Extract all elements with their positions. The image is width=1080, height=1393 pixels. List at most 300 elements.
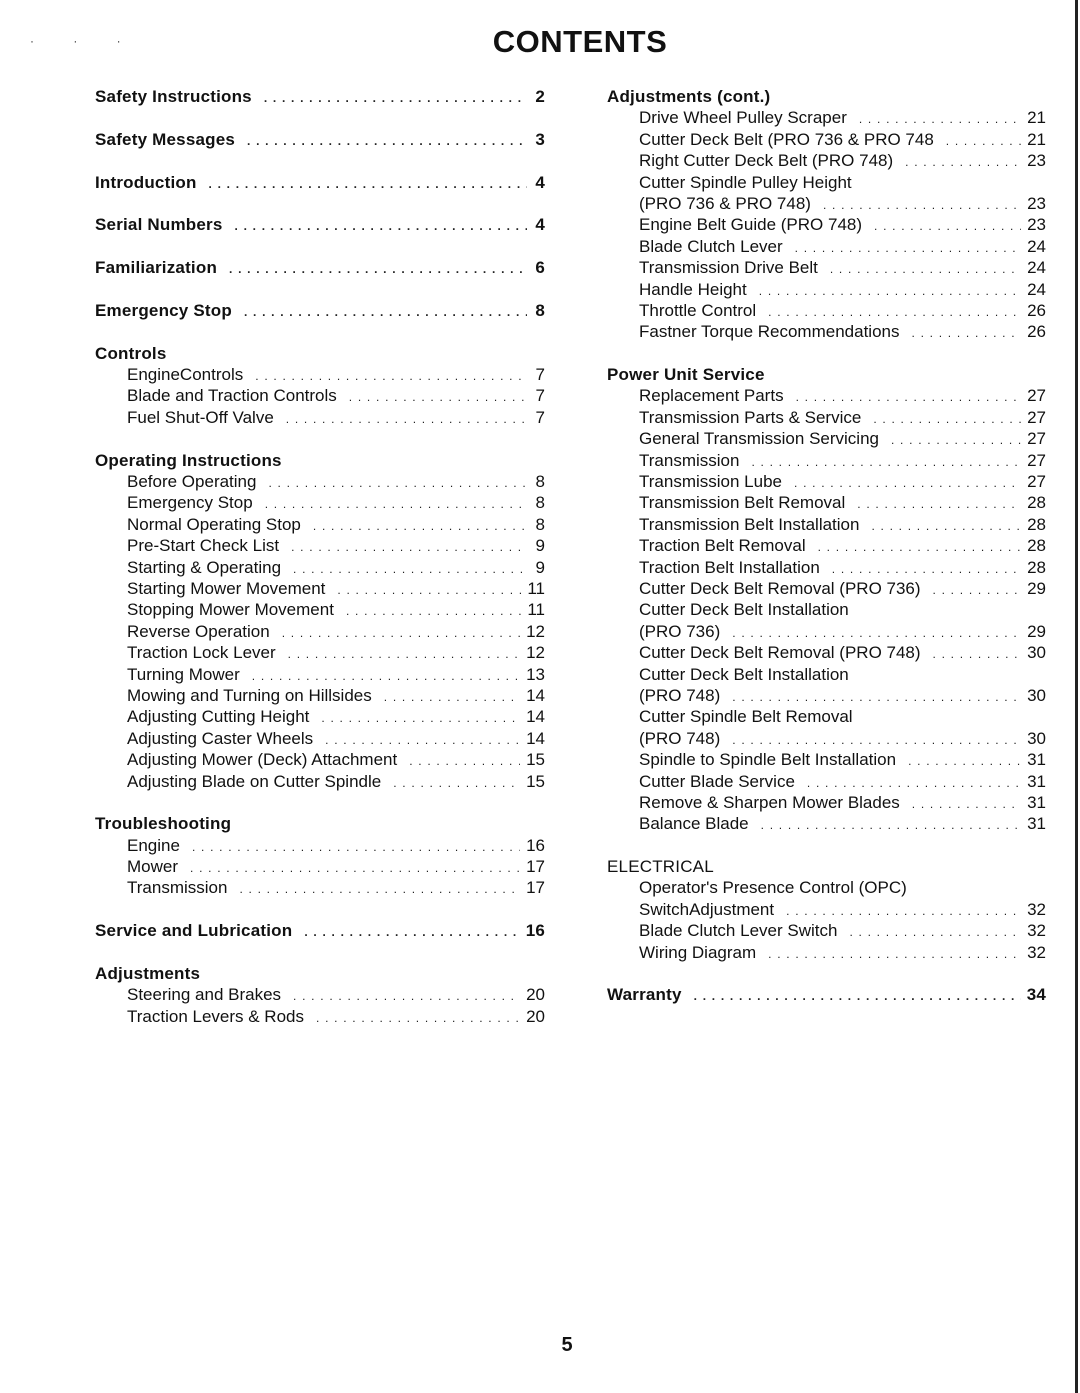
toc-entry-switchadjustment[interactable] bbox=[607, 900, 1046, 921]
toc-entry-label: Spindle to Spindle Belt Installation bbox=[639, 750, 897, 770]
toc-entry-label: Transmission Belt Removal bbox=[639, 493, 846, 513]
dot-leader bbox=[265, 497, 527, 511]
toc-entry-page: 32 bbox=[1027, 942, 1046, 962]
toc-entry-pro-736-pro-748[interactable] bbox=[607, 194, 1046, 215]
toc-entry-page: 31 bbox=[1027, 750, 1046, 770]
toc-entry-transmission[interactable] bbox=[607, 451, 1046, 472]
toc-section-safety-messages bbox=[95, 130, 545, 151]
toc-entry-emergency-stop[interactable] bbox=[95, 493, 545, 514]
dot-leader bbox=[832, 562, 1021, 576]
toc-entry-label: Warranty bbox=[607, 985, 682, 1005]
toc-heading-controls[interactable] bbox=[95, 344, 545, 365]
toc-entry-label: Traction Belt Removal bbox=[639, 536, 806, 556]
toc-entry-page: 9 bbox=[535, 557, 545, 577]
toc-entry-page: 21 bbox=[1027, 129, 1046, 149]
toc-entry-page: 12 bbox=[526, 621, 545, 641]
toc-entry-page: 16 bbox=[525, 921, 545, 941]
toc-entry-traction-belt-installation[interactable] bbox=[607, 558, 1046, 579]
toc-entry-pro-736[interactable] bbox=[607, 622, 1046, 643]
dot-leader bbox=[304, 925, 519, 939]
section-spacer bbox=[95, 108, 545, 129]
toc-entry-remove-sharpen-mower-blades[interactable] bbox=[607, 793, 1046, 814]
toc-entry-page: 11 bbox=[527, 600, 545, 620]
toc-entry-transmission[interactable] bbox=[95, 878, 545, 899]
toc-entry-label: Emergency Stop bbox=[95, 300, 232, 320]
toc-entry-throttle-control[interactable] bbox=[607, 301, 1046, 322]
dot-leader bbox=[946, 134, 1021, 148]
dot-leader bbox=[732, 626, 1021, 640]
toc-section-controls bbox=[95, 344, 545, 430]
toc-entry-steering-and-brakes[interactable] bbox=[95, 985, 545, 1006]
toc-entry-label: Safety Instructions bbox=[95, 87, 252, 106]
dot-leader bbox=[908, 754, 1021, 768]
toc-entry-label: Starting & Operating bbox=[127, 557, 282, 577]
dot-leader bbox=[409, 754, 520, 768]
toc-entry-label: Adjustments (cont.) bbox=[607, 87, 771, 106]
dot-leader bbox=[786, 904, 1021, 918]
dot-leader bbox=[349, 390, 527, 404]
toc-entry-label: Traction Lock Lever bbox=[127, 643, 276, 663]
toc-entry-page: 23 bbox=[1027, 151, 1046, 171]
toc-section-safety-instructions bbox=[95, 87, 545, 108]
toc-entry-pre-start-check-list[interactable] bbox=[95, 536, 545, 557]
toc-entry-page: 8 bbox=[535, 472, 545, 492]
toc-entry-label: Serial Numbers bbox=[95, 215, 223, 235]
dot-leader bbox=[761, 818, 1021, 832]
toc-entry-label: Transmission Drive Belt bbox=[639, 258, 818, 278]
toc-entry-label: Adjusting Caster Wheels bbox=[127, 728, 314, 748]
toc-entry-page: 28 bbox=[1027, 493, 1046, 513]
toc-entry-label: Engine bbox=[127, 835, 180, 855]
toc-entry-label: Wiring Diagram bbox=[639, 942, 757, 962]
dot-leader bbox=[346, 604, 521, 618]
dot-leader bbox=[857, 497, 1021, 511]
toc-section-warranty bbox=[607, 985, 1046, 1006]
toc-entry-label: Power Unit Service bbox=[607, 365, 765, 385]
toc-entry-label: Cutter Deck Belt Installation bbox=[639, 600, 849, 620]
toc-entry-page: 14 bbox=[526, 728, 545, 748]
toc-entry-turning-mower[interactable] bbox=[95, 665, 545, 686]
toc-heading-warranty[interactable] bbox=[607, 985, 1046, 1006]
toc-section-power-unit-service bbox=[607, 365, 1046, 836]
toc-entry-page: 31 bbox=[1027, 792, 1046, 812]
dot-leader bbox=[933, 647, 1022, 661]
toc-heading-power-unit-service[interactable] bbox=[607, 365, 1046, 386]
toc-entry-page: 27 bbox=[1027, 407, 1046, 427]
toc-entry-label: Fastner Torque Recommendations bbox=[639, 322, 900, 342]
toc-heading-adjustments-cont[interactable] bbox=[607, 87, 1046, 108]
toc-entry-label: Operator's Presence Control (OPC) bbox=[639, 878, 907, 898]
toc-heading-introduction[interactable] bbox=[95, 173, 545, 194]
toc-entry-page: 24 bbox=[1027, 279, 1046, 299]
toc-entry-page: 28 bbox=[1027, 514, 1046, 534]
toc-entry-fastner-torque-recommendations[interactable] bbox=[607, 322, 1046, 343]
toc-entry-label: Cutter Deck Belt (PRO 736 & PRO 748 bbox=[639, 129, 934, 149]
toc-section-troubleshooting bbox=[95, 814, 545, 900]
toc-left-column bbox=[95, 87, 545, 1028]
toc-entry-page: 15 bbox=[526, 750, 545, 770]
toc-heading-emergency-stop[interactable] bbox=[95, 301, 545, 322]
toc-entry-page: 28 bbox=[1027, 536, 1046, 556]
toc-entry-label: EngineControls bbox=[127, 365, 244, 385]
dot-leader bbox=[286, 412, 527, 426]
dot-leader bbox=[190, 861, 520, 875]
dot-leader bbox=[282, 626, 520, 640]
toc-entry-label: Adjustments bbox=[95, 964, 201, 984]
toc-entry-label: Remove & Sharpen Mower Blades bbox=[639, 792, 900, 812]
toc-right-column bbox=[607, 87, 1046, 1007]
dot-leader bbox=[874, 219, 1021, 233]
toc-entry-engine[interactable] bbox=[95, 836, 545, 857]
toc-entry-page: 21 bbox=[1027, 108, 1046, 128]
toc-entry-label: Throttle Control bbox=[639, 300, 757, 320]
toc-entry-page: 24 bbox=[1027, 258, 1046, 278]
toc-entry-page: 15 bbox=[526, 771, 545, 791]
toc-entry-adjusting-cutting-height[interactable] bbox=[95, 707, 545, 728]
toc-entry-adjusting-mower-deck-attachment[interactable] bbox=[95, 750, 545, 771]
toc-entry-operator-s-presence-control-opc[interactable] bbox=[607, 878, 1046, 899]
dot-leader bbox=[321, 711, 520, 725]
toc-entry-label: Blade Clutch Lever Switch bbox=[639, 921, 838, 941]
toc-entry-mowing-and-turning-on-hillsides[interactable] bbox=[95, 686, 545, 707]
toc-entry-label: Stopping Mower Movement bbox=[127, 600, 334, 620]
dot-leader bbox=[264, 91, 527, 105]
dot-leader bbox=[796, 390, 1022, 404]
dot-leader bbox=[293, 989, 520, 1003]
toc-entry-spindle-to-spindle-belt-installation[interactable] bbox=[607, 750, 1046, 771]
toc-entry-label: Right Cutter Deck Belt (PRO 748) bbox=[639, 151, 894, 171]
toc-entry-page: 14 bbox=[526, 685, 545, 705]
section-spacer bbox=[95, 429, 545, 450]
toc-entry-right-cutter-deck-belt-pro-748[interactable] bbox=[607, 151, 1046, 172]
toc-heading-adjustments[interactable] bbox=[95, 964, 545, 985]
dot-leader bbox=[818, 540, 1021, 554]
toc-entry-page: 7 bbox=[535, 386, 545, 406]
section-spacer bbox=[95, 151, 545, 172]
toc-entry-page: 11 bbox=[527, 578, 545, 598]
dot-leader bbox=[933, 583, 1022, 597]
toc-entry-label: Transmission Belt Installation bbox=[639, 514, 860, 534]
scan-specks: · · · bbox=[30, 34, 139, 48]
toc-entry-transmission-belt-removal[interactable] bbox=[607, 493, 1046, 514]
toc-heading-operating-instructions[interactable] bbox=[95, 451, 545, 472]
toc-entry-label: Blade and Traction Controls bbox=[127, 386, 337, 406]
toc-entry-page: 20 bbox=[526, 1006, 545, 1026]
dot-leader bbox=[255, 369, 527, 383]
toc-entry-label: Mowing and Turning on Hillsides bbox=[127, 685, 372, 705]
toc-heading-troubleshooting[interactable] bbox=[95, 814, 545, 835]
toc-entry-page: 23 bbox=[1027, 193, 1046, 213]
toc-heading-electrical[interactable] bbox=[607, 857, 1046, 878]
toc-entry-label: Operating Instructions bbox=[95, 450, 282, 470]
toc-entry-label: Transmission bbox=[127, 878, 228, 898]
dot-leader bbox=[768, 305, 1021, 319]
toc-entry-balance-blade[interactable] bbox=[607, 814, 1046, 835]
toc-entry-cutter-deck-belt-pro-736-pro-748[interactable] bbox=[607, 130, 1046, 151]
toc-section-emergency-stop bbox=[95, 301, 545, 322]
toc-entry-starting-mower-movement[interactable] bbox=[95, 579, 545, 600]
dot-leader bbox=[247, 134, 527, 148]
toc-entry-page: 24 bbox=[1027, 236, 1046, 256]
toc-entry-label: Safety Messages bbox=[95, 129, 236, 149]
toc-entry-transmission-belt-installation[interactable] bbox=[607, 515, 1046, 536]
toc-entry-traction-lock-lever[interactable] bbox=[95, 643, 545, 664]
toc-entry-page: 28 bbox=[1027, 557, 1046, 577]
dot-leader bbox=[859, 112, 1021, 126]
toc-entry-page: 26 bbox=[1027, 300, 1046, 320]
toc-entry-cutter-deck-belt-installation[interactable] bbox=[607, 665, 1046, 686]
section-spacer bbox=[95, 237, 545, 258]
dot-leader bbox=[694, 989, 1021, 1003]
toc-entry-page: 7 bbox=[535, 365, 545, 385]
toc-entry-label: Traction Belt Installation bbox=[639, 557, 820, 577]
toc-entry-page: 17 bbox=[526, 857, 545, 877]
toc-entry-label: Cutter Spindle Pulley Height bbox=[639, 172, 852, 192]
toc-entry-page: 27 bbox=[1027, 386, 1046, 406]
dot-leader bbox=[239, 882, 520, 896]
toc-heading-familiarization[interactable] bbox=[95, 258, 545, 279]
toc-entry-page: 7 bbox=[535, 407, 545, 427]
toc-entry-label: SwitchAdjustment bbox=[639, 899, 775, 919]
toc-entry-mower[interactable] bbox=[95, 857, 545, 878]
dot-leader bbox=[873, 412, 1021, 426]
section-spacer bbox=[95, 900, 545, 921]
dot-leader bbox=[871, 519, 1021, 533]
toc-entry-stopping-mower-movement[interactable] bbox=[95, 600, 545, 621]
toc-entry-traction-belt-removal[interactable] bbox=[607, 536, 1046, 557]
section-spacer bbox=[95, 280, 545, 301]
toc-entry-cutter-spindle-belt-removal[interactable] bbox=[607, 707, 1046, 728]
toc-entry-page: 9 bbox=[535, 536, 545, 556]
toc-entry-label: Troubleshooting bbox=[95, 814, 232, 834]
toc-entry-label: Adjusting Mower (Deck) Attachment bbox=[127, 750, 398, 770]
toc-entry-label: Mower bbox=[127, 857, 179, 877]
scan-edge-rule bbox=[1075, 0, 1078, 1393]
toc-entry-enginecontrols[interactable] bbox=[95, 365, 545, 386]
toc-entry-page: 30 bbox=[1027, 685, 1046, 705]
dot-leader bbox=[759, 284, 1021, 298]
dot-leader bbox=[849, 925, 1021, 939]
section-spacer bbox=[95, 194, 545, 215]
toc-section-operating-instructions bbox=[95, 451, 545, 793]
toc-section-introduction bbox=[95, 173, 545, 194]
toc-entry-label: (PRO 736 & PRO 748) bbox=[639, 193, 811, 213]
dot-leader bbox=[288, 647, 520, 661]
toc-entry-pro-748[interactable] bbox=[607, 686, 1046, 707]
toc-entry-adjusting-blade-on-cutter-spindle[interactable] bbox=[95, 772, 545, 793]
toc-entry-cutter-blade-service[interactable] bbox=[607, 772, 1046, 793]
dot-leader bbox=[830, 262, 1021, 276]
dot-leader bbox=[316, 1011, 520, 1025]
dot-leader bbox=[244, 305, 527, 319]
toc-entry-page: 27 bbox=[1027, 472, 1046, 492]
toc-entry-label: Drive Wheel Pulley Scraper bbox=[639, 108, 847, 128]
toc-entry-page: 4 bbox=[535, 172, 545, 192]
dot-leader bbox=[384, 690, 520, 704]
toc-entry-label: Transmission Lube bbox=[639, 472, 782, 492]
toc-entry-page: 27 bbox=[1027, 429, 1046, 449]
toc-entry-normal-operating-stop[interactable] bbox=[95, 515, 545, 536]
toc-entry-label: Adjusting Cutting Height bbox=[127, 707, 310, 727]
toc-entry-adjusting-caster-wheels[interactable] bbox=[95, 729, 545, 750]
dot-leader bbox=[751, 455, 1021, 469]
dot-leader bbox=[823, 198, 1021, 212]
toc-entry-label: Fuel Shut-Off Valve bbox=[127, 407, 274, 427]
dot-leader bbox=[252, 669, 520, 683]
toc-entry-page: 29 bbox=[1027, 578, 1046, 598]
toc-entry-label: Transmission bbox=[639, 450, 740, 470]
toc-entry-page: 20 bbox=[526, 985, 545, 1005]
section-spacer bbox=[95, 793, 545, 814]
toc-entry-reverse-operation[interactable] bbox=[95, 622, 545, 643]
toc-entry-page: 23 bbox=[1027, 215, 1046, 235]
toc-entry-transmission-parts-service[interactable] bbox=[607, 408, 1046, 429]
toc-entry-fuel-shut-off-valve[interactable] bbox=[95, 408, 545, 429]
toc-section-electrical bbox=[607, 857, 1046, 964]
toc-entry-label: Controls bbox=[95, 343, 167, 363]
toc-heading-service-and-lubrication[interactable] bbox=[95, 921, 545, 942]
toc-entry-label: Cutter Spindle Belt Removal bbox=[639, 707, 853, 727]
section-spacer bbox=[607, 836, 1046, 857]
dot-leader bbox=[794, 476, 1021, 490]
toc-entry-label: Normal Operating Stop bbox=[127, 514, 301, 534]
toc-entry-page: 17 bbox=[526, 878, 545, 898]
toc-entry-drive-wheel-pulley-scraper[interactable] bbox=[607, 108, 1046, 129]
toc-entry-label: Steering and Brakes bbox=[127, 985, 282, 1005]
dot-leader bbox=[905, 155, 1021, 169]
toc-entry-label: Cutter Blade Service bbox=[639, 771, 795, 791]
toc-entry-page: 34 bbox=[1026, 985, 1046, 1005]
toc-entry-blade-and-traction-controls[interactable] bbox=[95, 386, 545, 407]
toc-entry-label: Transmission Parts & Service bbox=[639, 407, 862, 427]
toc-entry-cutter-deck-belt-removal-pro-748[interactable] bbox=[607, 643, 1046, 664]
toc-entry-cutter-deck-belt-removal-pro-736[interactable] bbox=[607, 579, 1046, 600]
toc-entry-page: 32 bbox=[1027, 921, 1046, 941]
dot-leader bbox=[732, 733, 1021, 747]
toc-entry-page: 31 bbox=[1027, 771, 1046, 791]
toc-entry-label: Service and Lubrication bbox=[95, 921, 293, 941]
dot-leader bbox=[393, 776, 520, 790]
page-number: 5 bbox=[561, 1334, 573, 1356]
dot-leader bbox=[891, 433, 1021, 447]
toc-section-familiarization bbox=[95, 258, 545, 279]
toc-heading-safety-messages[interactable] bbox=[95, 130, 545, 151]
toc-entry-label: Turning Mower bbox=[127, 664, 240, 684]
toc-entry-label: Starting Mower Movement bbox=[127, 578, 326, 598]
toc-entry-page: 30 bbox=[1027, 728, 1046, 748]
dot-leader bbox=[268, 476, 527, 490]
toc-entry-label: (PRO 748) bbox=[639, 728, 721, 748]
dot-leader bbox=[795, 241, 1021, 255]
toc-entry-page: 3 bbox=[535, 129, 545, 149]
toc-entry-page: 29 bbox=[1027, 621, 1046, 641]
toc-entry-blade-clutch-lever[interactable] bbox=[607, 237, 1046, 258]
toc-section-service-and-lubrication bbox=[95, 921, 545, 942]
toc-section-adjustments-cont bbox=[607, 87, 1046, 344]
toc-entry-label: Introduction bbox=[95, 172, 197, 192]
toc-entry-page: 30 bbox=[1027, 643, 1046, 663]
toc-entry-label: Cutter Deck Belt Removal (PRO 736) bbox=[639, 578, 921, 598]
toc-entry-label: Adjusting Blade on Cutter Spindle bbox=[127, 771, 382, 791]
toc-entry-label: Replacement Parts bbox=[639, 386, 784, 406]
dot-leader bbox=[313, 519, 527, 533]
toc-entry-label: Balance Blade bbox=[639, 814, 749, 834]
toc-entry-general-transmission-servicing[interactable] bbox=[607, 429, 1046, 450]
toc-entry-page: 27 bbox=[1027, 450, 1046, 470]
toc-entry-pro-748[interactable] bbox=[607, 729, 1046, 750]
toc-entry-page: 14 bbox=[526, 707, 545, 727]
toc-entry-cutter-deck-belt-installation[interactable] bbox=[607, 600, 1046, 621]
toc-entry-page: 12 bbox=[526, 643, 545, 663]
section-spacer bbox=[607, 964, 1046, 985]
toc-entry-label: Emergency Stop bbox=[127, 493, 253, 513]
toc-entry-before-operating[interactable] bbox=[95, 472, 545, 493]
toc-entry-label: Pre-Start Check List bbox=[127, 536, 280, 556]
dot-leader bbox=[192, 840, 520, 854]
toc-entry-wiring-diagram[interactable] bbox=[607, 943, 1046, 964]
toc-entry-label: Reverse Operation bbox=[127, 621, 270, 641]
toc-entry-page: 32 bbox=[1027, 899, 1046, 919]
toc-entry-label: Before Operating bbox=[127, 472, 257, 492]
toc-entry-traction-levers-rods[interactable] bbox=[95, 1007, 545, 1028]
toc-entry-label: Handle Height bbox=[639, 279, 747, 299]
toc-section-serial-numbers bbox=[95, 215, 545, 236]
toc-entry-transmission-drive-belt[interactable] bbox=[607, 258, 1046, 279]
toc-entry-label: (PRO 736) bbox=[639, 621, 721, 641]
dot-leader bbox=[229, 262, 527, 276]
dot-leader bbox=[768, 947, 1021, 961]
section-spacer bbox=[95, 943, 545, 964]
section-spacer bbox=[95, 322, 545, 343]
toc-entry-page: 2 bbox=[535, 87, 545, 106]
toc-entry-label: Traction Levers & Rods bbox=[127, 1006, 304, 1026]
toc-entry-label: Familiarization bbox=[95, 258, 218, 278]
toc-entry-cutter-spindle-pulley-height[interactable] bbox=[607, 173, 1046, 194]
toc-entry-page: 8 bbox=[535, 300, 545, 320]
toc-entry-label: Cutter Deck Belt Installation bbox=[639, 664, 849, 684]
dot-leader bbox=[337, 583, 521, 597]
toc-entry-page: 4 bbox=[535, 215, 545, 235]
toc-entry-page: 16 bbox=[526, 835, 545, 855]
toc-heading-serial-numbers[interactable] bbox=[95, 215, 545, 236]
toc-entry-replacement-parts[interactable] bbox=[607, 386, 1046, 407]
toc-entry-engine-belt-guide-pro-748[interactable] bbox=[607, 215, 1046, 236]
toc-entry-label: (PRO 748) bbox=[639, 685, 721, 705]
toc-entry-blade-clutch-lever-switch[interactable] bbox=[607, 921, 1046, 942]
dot-leader bbox=[209, 177, 527, 191]
toc-entry-handle-height[interactable] bbox=[607, 280, 1046, 301]
toc-entry-label: Engine Belt Guide (PRO 748) bbox=[639, 215, 863, 235]
toc-heading-safety-instructions[interactable] bbox=[95, 87, 545, 108]
toc-entry-page: 6 bbox=[535, 258, 545, 278]
toc-entry-starting-operating[interactable] bbox=[95, 558, 545, 579]
toc-entry-page: 13 bbox=[526, 664, 545, 684]
dot-leader bbox=[912, 326, 1022, 340]
toc-entry-transmission-lube[interactable] bbox=[607, 472, 1046, 493]
dot-leader bbox=[235, 219, 527, 233]
section-spacer bbox=[607, 344, 1046, 365]
dot-leader bbox=[807, 776, 1021, 790]
toc-entry-label: General Transmission Servicing bbox=[639, 429, 879, 449]
dot-leader bbox=[912, 797, 1021, 811]
toc-section-adjustments bbox=[95, 964, 545, 1028]
dot-leader bbox=[325, 733, 520, 747]
toc-entry-label: Cutter Deck Belt Removal (PRO 748) bbox=[639, 643, 921, 663]
toc-entry-page: 26 bbox=[1027, 322, 1046, 342]
toc-entry-page: 8 bbox=[535, 514, 545, 534]
toc-entry-page: 8 bbox=[535, 493, 545, 513]
toc-entry-label: ELECTRICAL bbox=[607, 857, 714, 877]
